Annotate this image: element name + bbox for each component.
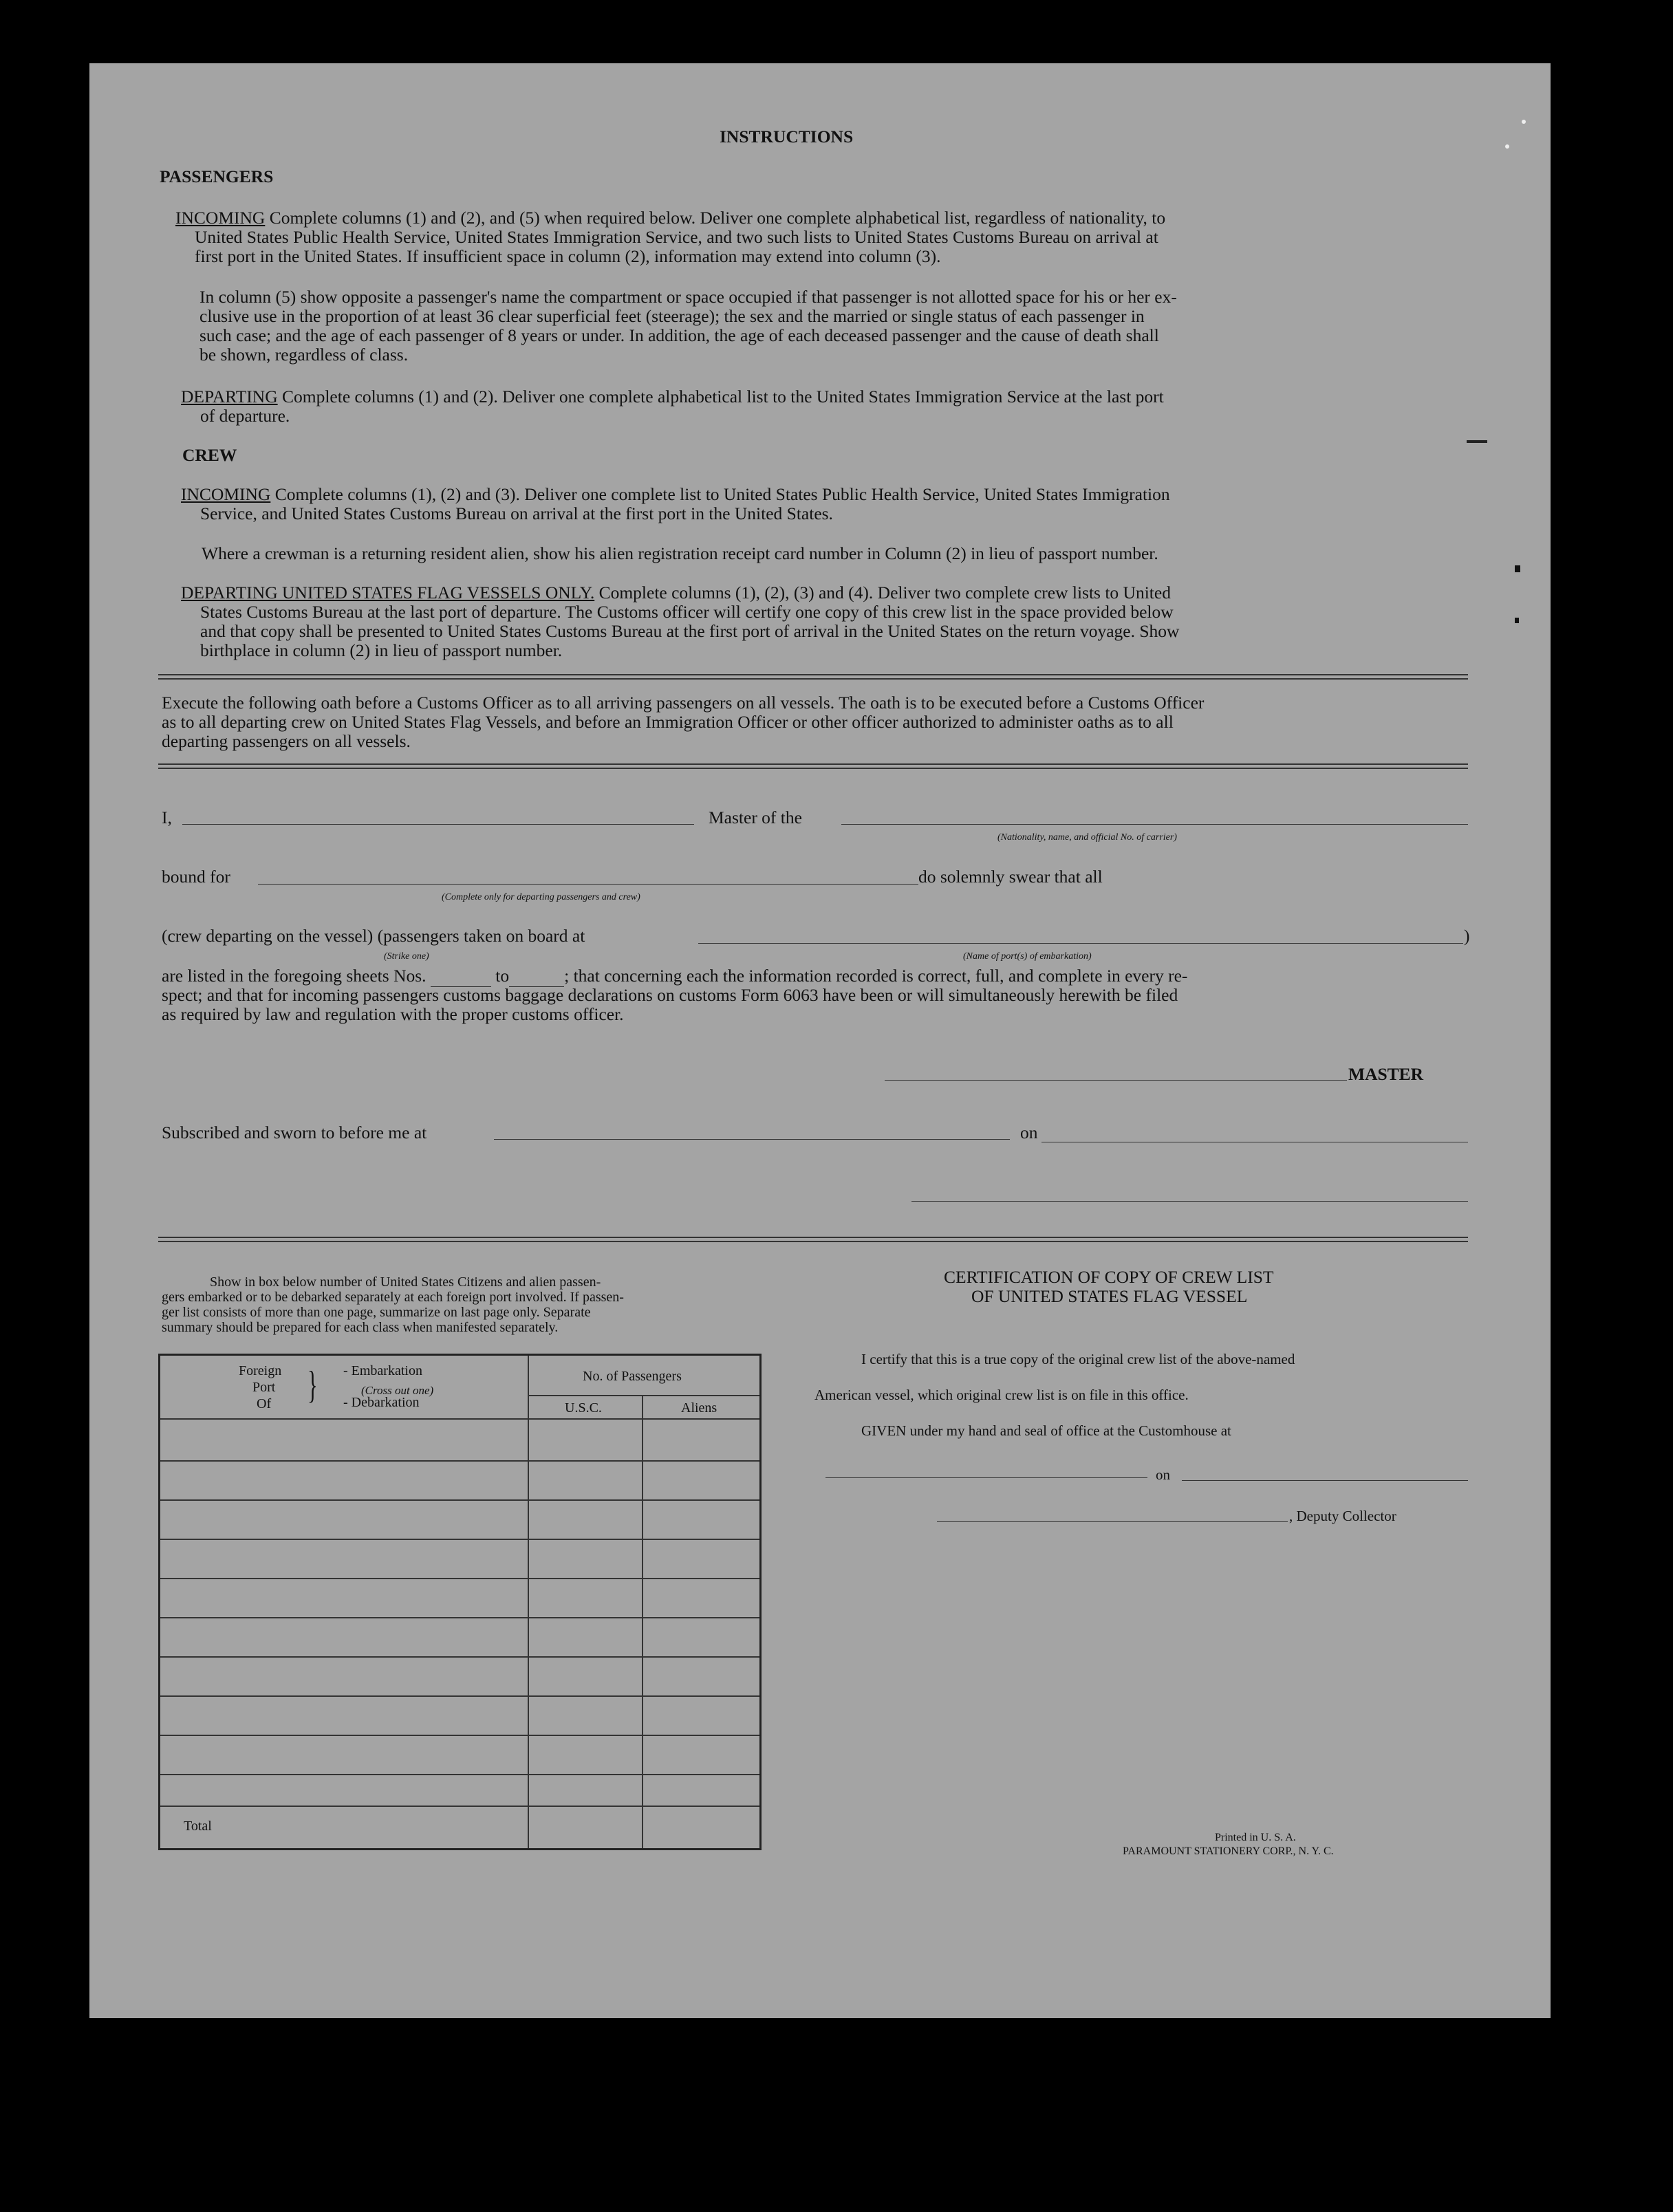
departing-line: of departure. — [200, 406, 290, 426]
row-divider — [160, 1774, 759, 1775]
no-passengers-header: No. of Passengers — [583, 1369, 682, 1384]
oath-intro-line: Execute the following oath before a Customs Officer as to all arriving passengers on all vessels. The oath is to be executed before a Customs Officer — [162, 693, 1205, 713]
summary-line: gers embarked or to be debarked separately at each foreign port involved. If passen- — [162, 1290, 624, 1305]
scan-speck — [1505, 144, 1509, 149]
certification-title: OF UNITED STATES FLAG VESSEL — [971, 1286, 1248, 1306]
form-sheet — [89, 63, 1551, 2018]
certify-line: I certify that this is a true copy of the original crew list of the above-named — [861, 1351, 1295, 1367]
row-divider — [160, 1460, 759, 1462]
summary-line: Show in box below number of United States Citizens and alien passen- — [210, 1275, 601, 1290]
row-divider — [160, 1695, 759, 1697]
of-label: Of — [257, 1396, 272, 1411]
bound-for-label: bound for — [162, 867, 230, 887]
row-divider — [160, 1806, 759, 1807]
crew-passengers-label: (crew departing on the vessel) (passengers taken on board at — [162, 926, 585, 946]
cert-on-label: on — [1156, 1466, 1170, 1483]
crew-departing-line: birthplace in column (2) in lieu of passport number. — [200, 640, 563, 660]
resident-alien-line: Where a crewman is a returning resident alien, show his alien registration receipt card number in Column (2) in lieu of passport number. — [202, 543, 1158, 563]
listed-text: as required by law and regulation with the proper customs officer. — [162, 1004, 624, 1024]
crew-incoming-line: Service, and United States Customs Bureau on arrival at the first port in the United States. — [200, 503, 833, 523]
crew-departing-line: States Customs Bureau at the last port of departure. The Customs officer will certify one copy of this crew list in the space provided below — [200, 602, 1174, 622]
bound-for-note: (Complete only for departing passengers and crew) — [442, 892, 640, 902]
incoming-line: Complete columns (1) and (2), and (5) when required below. Deliver one complete alphabetical list, regardless of nationality, to — [265, 208, 1166, 228]
carrier-note: (Nationality, name, and official No. of carrier) — [997, 832, 1177, 843]
master-of-label: Master of the — [709, 807, 802, 827]
column5-line: In column (5) show opposite a passenger's name the compartment or space occupied if that passenger is not allotted space for his or her ex- — [199, 287, 1177, 307]
scan-mark — [1467, 440, 1487, 443]
oath-i-label: I, — [162, 807, 172, 827]
crew-departing-line: Complete columns (1), (2), (3) and (4). Deliver two complete crew lists to United — [594, 583, 1171, 603]
officer-signature-line[interactable] — [911, 1201, 1468, 1202]
summary-line: ger list consists of more than one page, summarize on last page only. Separate — [162, 1305, 591, 1320]
carrier-line[interactable] — [841, 824, 1468, 825]
cross-out-note: (Cross out one) — [361, 1384, 434, 1397]
port-note: (Name of port(s) of embarkation) — [963, 951, 1092, 962]
listed-line — [162, 966, 1187, 987]
master-name-line[interactable] — [182, 824, 694, 825]
printer-line: PARAMOUNT STATIONERY CORP., N. Y. C. — [1123, 1845, 1334, 1857]
foreign-label: Foreign — [239, 1363, 282, 1378]
on-label: on — [1020, 1123, 1038, 1142]
bound-for-line[interactable] — [258, 884, 918, 885]
row-divider — [160, 1499, 759, 1501]
column5-line: be shown, regardless of class. — [199, 345, 409, 365]
crew-departing-label: DEPARTING UNITED STATES FLAG VESSELS ONLY. — [181, 583, 595, 603]
incoming-label: INCOMING — [175, 208, 266, 228]
certify-line: American vessel, which original crew list is on file in this office. — [814, 1387, 1189, 1403]
sheet-from-line[interactable] — [431, 966, 491, 987]
row-divider — [160, 1578, 759, 1579]
crew-heading: CREW — [182, 445, 237, 465]
master-label: MASTER — [1348, 1064, 1424, 1084]
passengers-heading: PASSENGERS — [160, 166, 274, 186]
certify-line: GIVEN under my hand and seal of office at the Customhouse at — [861, 1422, 1231, 1439]
deputy-collector-label: , Deputy Collector — [1289, 1508, 1396, 1524]
page-title: INSTRUCTIONS — [720, 127, 854, 147]
deputy-signature-line[interactable] — [937, 1521, 1288, 1522]
row-divider — [160, 1735, 759, 1736]
embarkation-port-line[interactable] — [698, 943, 1463, 944]
column5-line: such case; and the age of each passenger of 8 years or under. In addition, the age of each deceased passenger and the cause of death shall — [199, 325, 1159, 345]
usc-header: U.S.C. — [565, 1400, 602, 1416]
sheet-to-line[interactable] — [509, 966, 564, 987]
listed-text: spect; and that for incoming passengers customs baggage declarations on customs Form 6063 have been or will simultaneously herewith be filed — [162, 985, 1178, 1005]
divider — [158, 763, 1468, 769]
row-divider — [160, 1617, 759, 1618]
crew-departing-line: and that copy shall be presented to United States Customs Bureau at the first port of arrival in the United States on the return voyage. Show — [200, 621, 1180, 641]
incoming-line: first port in the United States. If insufficient space in column (2), information may extend into column (3). — [195, 246, 941, 266]
listed-text: are listed in the foregoing sheets Nos. — [162, 966, 427, 986]
crew-incoming-line: Complete columns (1), (2) and (3). Deliver one complete list to United States Public Health Service, United States Immigration — [270, 484, 1170, 504]
row-divider — [160, 1539, 759, 1540]
to-label: to — [495, 966, 510, 986]
subscribed-label: Subscribed and sworn to before me at — [162, 1123, 427, 1142]
summary-line: summary should be prepared for each class when manifested separately. — [162, 1320, 559, 1335]
divider — [158, 1237, 1468, 1242]
oath-intro-line: as to all departing crew on United States Flag Vessels, and before an Immigration Officer or other officer authorized to administer oaths as to all — [162, 712, 1174, 732]
cert-date-line[interactable] — [1182, 1480, 1468, 1481]
departing-line: Complete columns (1) and (2). Deliver one complete alphabetical list to the United States Immigration Service at the last port — [277, 387, 1164, 406]
departing-label: DEPARTING — [181, 387, 278, 406]
printer-line: Printed in U. S. A. — [1215, 1832, 1296, 1843]
column5-line: clusive use in the proportion of at least 36 clear superficial feet (steerage); the sex and the married or single status of each passenger in — [199, 306, 1145, 326]
embarkation-label: - Embarkation — [343, 1363, 422, 1378]
scan-mark — [1515, 618, 1519, 623]
oath-intro-line: departing passengers on all vessels. — [162, 731, 411, 751]
brace-icon: } — [307, 1364, 318, 1407]
aliens-header: Aliens — [681, 1400, 717, 1416]
debarkation-label: - Debarkation — [343, 1395, 420, 1410]
customhouse-line[interactable] — [825, 1477, 1147, 1478]
total-label: Total — [184, 1819, 212, 1834]
scan-speck — [1522, 120, 1526, 124]
sworn-place-line[interactable] — [494, 1139, 1010, 1140]
divider — [158, 674, 1468, 680]
listed-text: ; that concerning each the information recorded is correct, full, and complete in every re- — [564, 966, 1188, 986]
port-label: Port — [252, 1380, 276, 1395]
row-divider — [160, 1656, 759, 1658]
passenger-summary-table — [158, 1354, 762, 1850]
scan-mark — [1515, 565, 1520, 572]
close-paren: ) — [1464, 926, 1470, 946]
swear-label: do solemnly swear that all — [918, 867, 1103, 887]
header-divider — [528, 1395, 759, 1396]
header-bottom — [160, 1418, 759, 1420]
strike-note: (Strike one) — [384, 951, 429, 962]
certification-title: CERTIFICATION OF COPY OF CREW LIST — [944, 1267, 1274, 1287]
master-signature-line[interactable] — [885, 1080, 1347, 1081]
column-divider — [642, 1395, 643, 1848]
crew-incoming-label: INCOMING — [181, 484, 271, 504]
incoming-line: United States Public Health Service, United States Immigration Service, and two such lists to United States Customs Bureau on arrival at — [195, 227, 1158, 247]
